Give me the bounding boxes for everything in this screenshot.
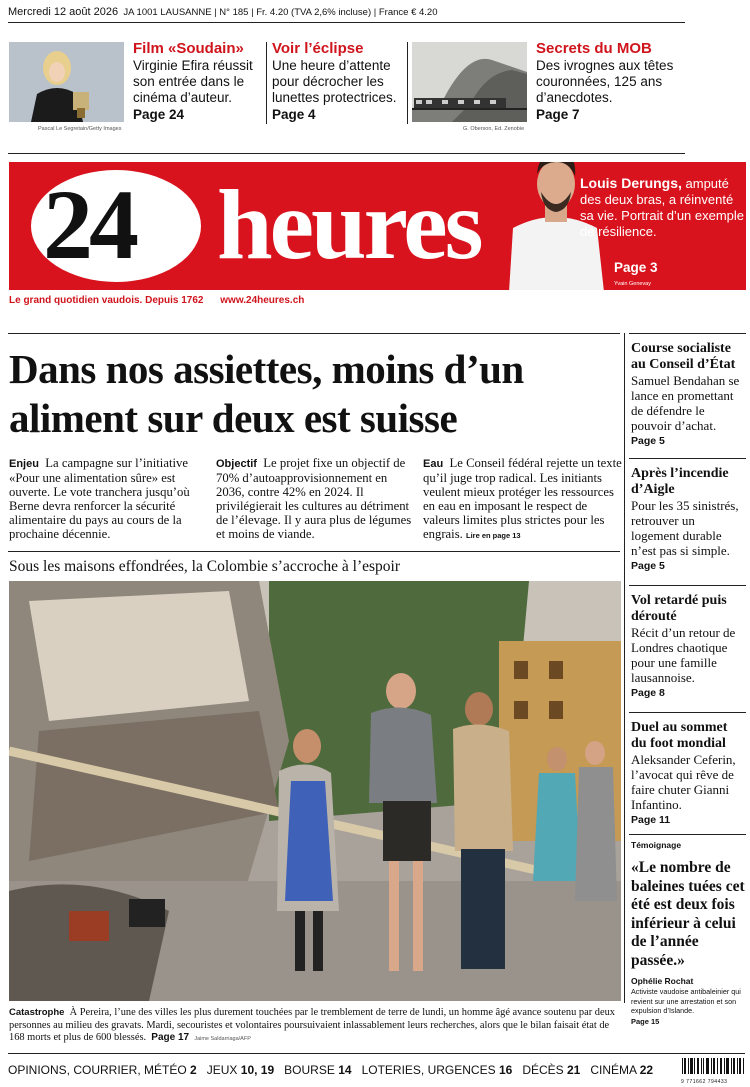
divider: [8, 333, 620, 334]
sidebar-text: Aleksander Ceferin, l’avocat qui rêve de faire chuter Gianni Infantino.: [631, 752, 736, 812]
teaser-eclipse[interactable]: [272, 40, 404, 123]
caption-text: À Pereira, l’une des villes les plus durement touchées par le tremblement de terre de lundi, un homme âgé avance soutenu par deux personnes au milieu des gravats. Mardi, secouristes et volontaires poursuivaient inlassablement leurs recherches, alors que le bilan faisait état de 168 morts et plus de 600 blessés.: [9, 1007, 615, 1043]
footer-index: [8, 1062, 653, 1078]
photo-caption: [9, 1007, 621, 1046]
collapsed-buildings-people-icon: [9, 581, 621, 1001]
column-text: La campagne sur l’initiative «Pour une alimentation sûre» est ouverte. Le vote tranchera jusqu’où Berne devra renforcer la sécurité alimentaire du pays au cours de la prochaine décennie.: [9, 456, 190, 541]
teaser-page: Page 24: [133, 107, 185, 122]
promo-page: Page 3: [614, 260, 658, 275]
teaser-text: Des ivrognes aux têtes couronnées, 125 ans d’anecdotes.: [536, 58, 674, 105]
caption-label: Catastrophe: [9, 1007, 65, 1018]
teaser-photo-train[interactable]: [412, 42, 527, 122]
divider: [629, 712, 746, 713]
sidebar-text: Samuel Bendahan se lance en promettant de défendre le pouvoir d’achat.: [631, 373, 740, 433]
logo-number: 24: [43, 169, 135, 280]
issue-info: JA 1001 LAUSANNE | N° 185 | Fr. 4.20 (TVA 2,6% incluse) | France € 4.20: [123, 7, 438, 18]
divider: [8, 551, 620, 552]
sidebar-page: Page 8: [631, 687, 665, 699]
divider: [629, 333, 746, 334]
teaser-title: Voir l’éclipse: [272, 40, 364, 57]
divider: [629, 585, 746, 586]
barcode-digits: 9 771662 794433: [681, 1079, 728, 1085]
issue-date: Mercredi 12 août 2026: [8, 6, 119, 18]
divider: [629, 834, 746, 835]
column-label: Enjeu: [9, 458, 39, 470]
teaser-credit: G. Oberson, Ed. Zenobie: [463, 126, 525, 132]
sidebar-text: Pour les 35 sinistrés, retrouver un logement durable n’est pas si simple.: [631, 498, 739, 558]
index-item[interactable]: DÉCÈS 21: [522, 1063, 581, 1077]
tagline: [9, 294, 318, 307]
secondary-headline[interactable]: Sous les maisons effondrées, la Colombie s’accroche à l’espoir: [9, 558, 400, 575]
divider: [8, 153, 685, 154]
barcode-icon: [681, 1058, 745, 1074]
sidebar-page: Page 5: [631, 560, 665, 572]
sidebar-page: Page 5: [631, 435, 665, 447]
sidebar-text: Récit d’un retour de Londres chaotique pour une famille lausannoise.: [631, 625, 736, 685]
sidebar-item-aigle[interactable]: [631, 466, 746, 573]
teaser-text: Virginie Efira réussit son entrée dans le cinéma d’auteur.: [133, 58, 253, 105]
sidebar-page: Page 11: [631, 814, 671, 826]
tagline-text: Le grand quotidien vaudois. Depuis 1762: [9, 295, 204, 306]
divider: [8, 22, 685, 23]
dateline: [8, 6, 688, 19]
teaser-title: Film «Soudain»: [133, 40, 244, 57]
testimony-quote: «Le nombre de baleines tuées cet été est deux fois inférieur à celui de l’année passée.»: [631, 859, 745, 969]
masthead[interactable]: [9, 162, 746, 290]
testimony-bio: Activiste vaudoise antibaleinier qui revient sur une arrestation et son expulsion d’Islande.: [631, 987, 741, 1015]
index-item[interactable]: LOTERIES, URGENCES 16: [361, 1063, 513, 1077]
column-text: Le Conseil fédéral rejette un texte qu’il juge trop radical. Les initiants veulent mieux protéger les ressources en eau en imposant le respect de valeurs limites plus strictes pour les engrais.: [423, 456, 622, 541]
sidebar-title: Course socialiste au Conseil d’État: [631, 341, 736, 372]
divider: [624, 333, 625, 1003]
index-item[interactable]: OPINIONS, COURRIER, MÉTÉO 2: [8, 1063, 197, 1077]
divider: [266, 42, 267, 124]
teaser-photo-efira[interactable]: [9, 42, 124, 122]
caption-credit: Jaime Saldarriaga/AFP: [194, 1036, 251, 1042]
testimony-author: Ophélie Rochat: [631, 976, 694, 986]
testimony-box[interactable]: [631, 839, 746, 1027]
teaser-title: Secrets du MOB: [536, 40, 652, 57]
divider: [8, 1053, 745, 1054]
vintage-train-icon: [412, 42, 527, 122]
article-column: [216, 456, 418, 541]
teaser-text: Une heure d’attente pour décrocher les lunettes protectrices.: [272, 58, 397, 105]
teaser-film[interactable]: [133, 40, 261, 123]
index-item[interactable]: BOURSE 14: [284, 1063, 352, 1077]
sidebar-item-conseil[interactable]: [631, 341, 746, 448]
sidebar-title: Duel au sommet du foot mondial: [631, 720, 728, 751]
column-label: Objectif: [216, 458, 257, 470]
promo-credit: Yvain Genevay: [614, 281, 651, 287]
index-item[interactable]: JEUX 10, 19: [206, 1063, 275, 1077]
article-column: [423, 456, 625, 543]
divider: [629, 458, 746, 459]
divider: [407, 42, 408, 124]
sidebar-item-vol[interactable]: [631, 593, 746, 700]
earthquake-photo[interactable]: [9, 581, 621, 1001]
index-item[interactable]: CINÉMA 22: [590, 1063, 654, 1077]
teaser-mob[interactable]: [536, 40, 676, 123]
sidebar-title: Vol retardé puis dérouté: [631, 593, 727, 624]
website-link[interactable]: www.24heures.ch: [220, 295, 305, 306]
teaser-credit: Pascal Le Segretain/Getty Images: [38, 126, 122, 132]
read-more-link[interactable]: Lire en page 13: [465, 531, 521, 540]
promo-name: Louis Derungs,: [580, 175, 682, 191]
sidebar-item-foot[interactable]: [631, 720, 746, 827]
column-text: Le projet fixe un objectif de 70% d’autoapprovisionnement en 2036, contre 42% en 2024. Il privilégierait les cultures au détriment de l’élevage. Il y aura plus de légumes et moins de viande.: [216, 456, 412, 541]
sidebar-title: Après l’incendie d’Aigle: [631, 466, 729, 497]
testimony-kicker: Témoignage: [631, 840, 682, 850]
teaser-page: Page 4: [272, 107, 316, 122]
main-headline[interactable]: Dans nos assiettes, moins d’un aliment sur deux est suisse: [9, 346, 524, 441]
testimony-page: Page 15: [631, 1016, 660, 1026]
article-column: [9, 456, 211, 541]
logo-word: heures: [217, 169, 481, 280]
caption-page: Page 17: [151, 1032, 190, 1043]
column-label: Eau: [423, 458, 444, 470]
barcode: [681, 1058, 745, 1085]
teaser-page: Page 7: [536, 107, 580, 122]
woman-with-trophy-icon: [9, 42, 124, 122]
promo-text: Louis Derungs, amputé des deux bras, a réinventé sa vie. Portrait d’un exemple de résilience.: [580, 175, 745, 239]
